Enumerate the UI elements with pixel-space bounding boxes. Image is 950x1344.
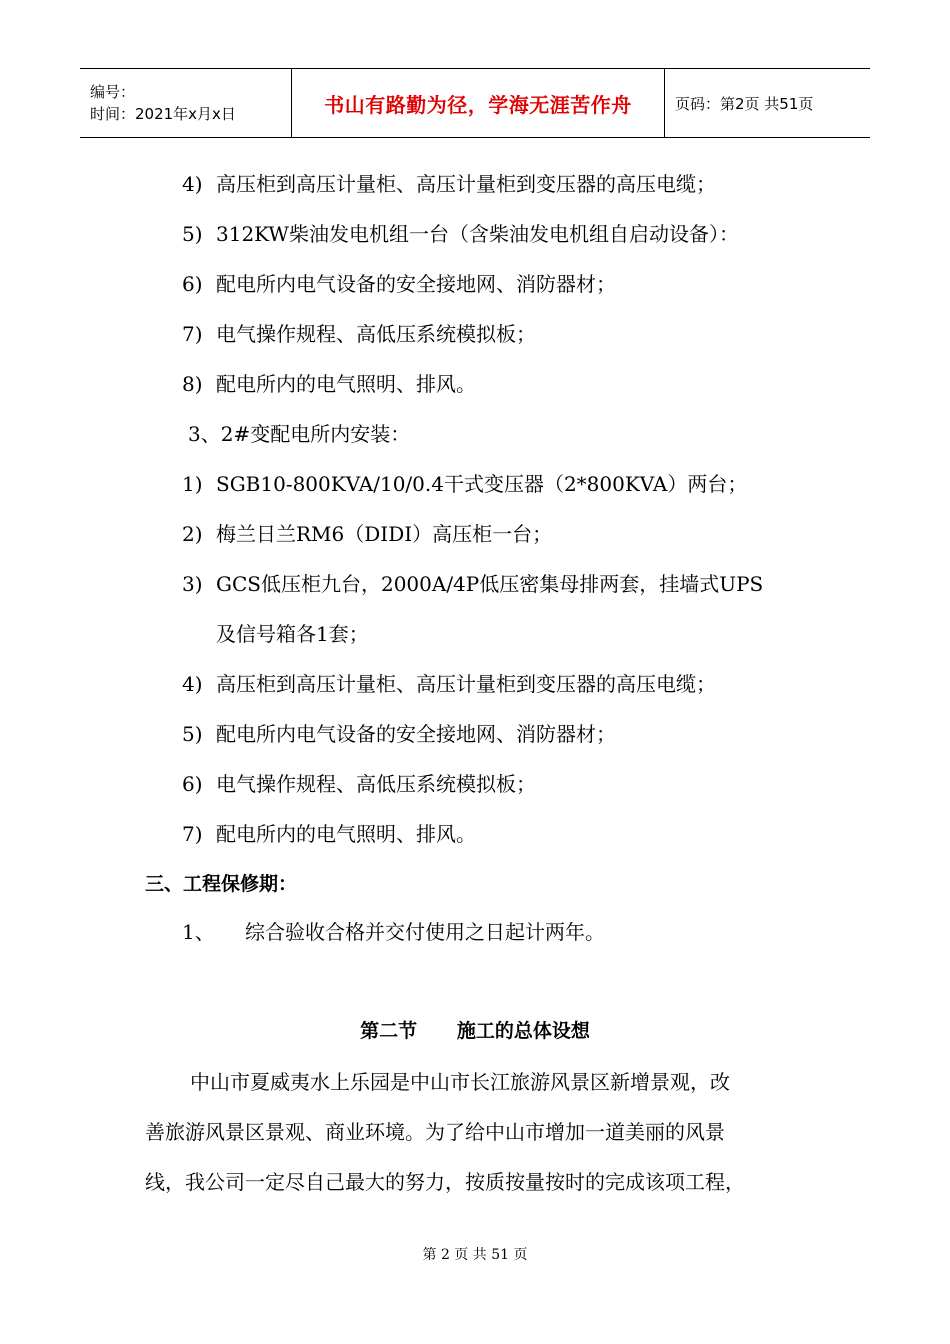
paragraph-line: 线，我公司一定尽自己最大的努力，按质按量按时的完成该项工程， [145, 1170, 745, 1194]
section-heading-warranty: 三、工程保修期： [145, 873, 298, 895]
list-item: 5) 配电所内电气设备的安全接地网、消防器材； [182, 722, 616, 746]
list-item: 7) 配电所内的电气照明、排风。 [182, 822, 476, 846]
sub-heading: 3、2#变配电所内安装： [188, 422, 411, 446]
header-meta [80, 69, 292, 137]
header-page-info-cell [665, 69, 870, 137]
warranty-item: 1、 综合验收合格并交付使用之日起计两年。 [182, 920, 605, 944]
list-item: 6) 配电所内电气设备的安全接地网、消防器材； [182, 272, 616, 296]
header-motto-cell [292, 69, 665, 137]
header-motto: 书山有路勤为径，学海无涯苦作舟 [324, 92, 632, 117]
list-item: 7) 电气操作规程、高低压系统模拟板； [182, 322, 536, 346]
paragraph-line: 中山市夏威夷水上乐园是中山市长江旅游风景区新增景观，改 [190, 1070, 730, 1094]
page-header [80, 68, 870, 138]
list-item-continuation: 及信号箱各1套； [216, 622, 369, 646]
list-item: 2) 梅兰日兰RM6（DIDI）高压柜一台； [182, 522, 553, 546]
number-label: 编号： [90, 83, 136, 101]
list-item: 3) GCS低压柜九台，2000A/4P低压密集母排两套，挂墙式UPS [182, 572, 764, 596]
page-footer: 第 2 页 共 51 页 [422, 1247, 528, 1263]
list-item: 4) 高压柜到高压计量柜、高压计量柜到变压器的高压电缆； [182, 672, 716, 696]
list-item: 8) 配电所内的电气照明、排风。 [182, 372, 476, 396]
list-item: 5) 312KW柴油发电机组一台（含柴油发电机组自启动设备）： [182, 222, 739, 246]
header-page-info: 页码：第2页 共51页 [675, 94, 814, 113]
paragraph-line: 善旅游风景区景观、商业环境。为了给中山市增加一道美丽的风景 [145, 1120, 725, 1144]
list-item: 1) SGB10-800KVA/10/0.4干式变压器（2*800KVA）两台； [182, 472, 748, 496]
list-item: 6) 电气操作规程、高低压系统模拟板； [182, 772, 536, 796]
list-item: 4) 高压柜到高压计量柜、高压计量柜到变压器的高压电缆； [182, 172, 716, 196]
section-title: 第二节 施工的总体设想 [360, 1020, 590, 1042]
time-label: 时间：2021年x月x日 [90, 105, 236, 123]
